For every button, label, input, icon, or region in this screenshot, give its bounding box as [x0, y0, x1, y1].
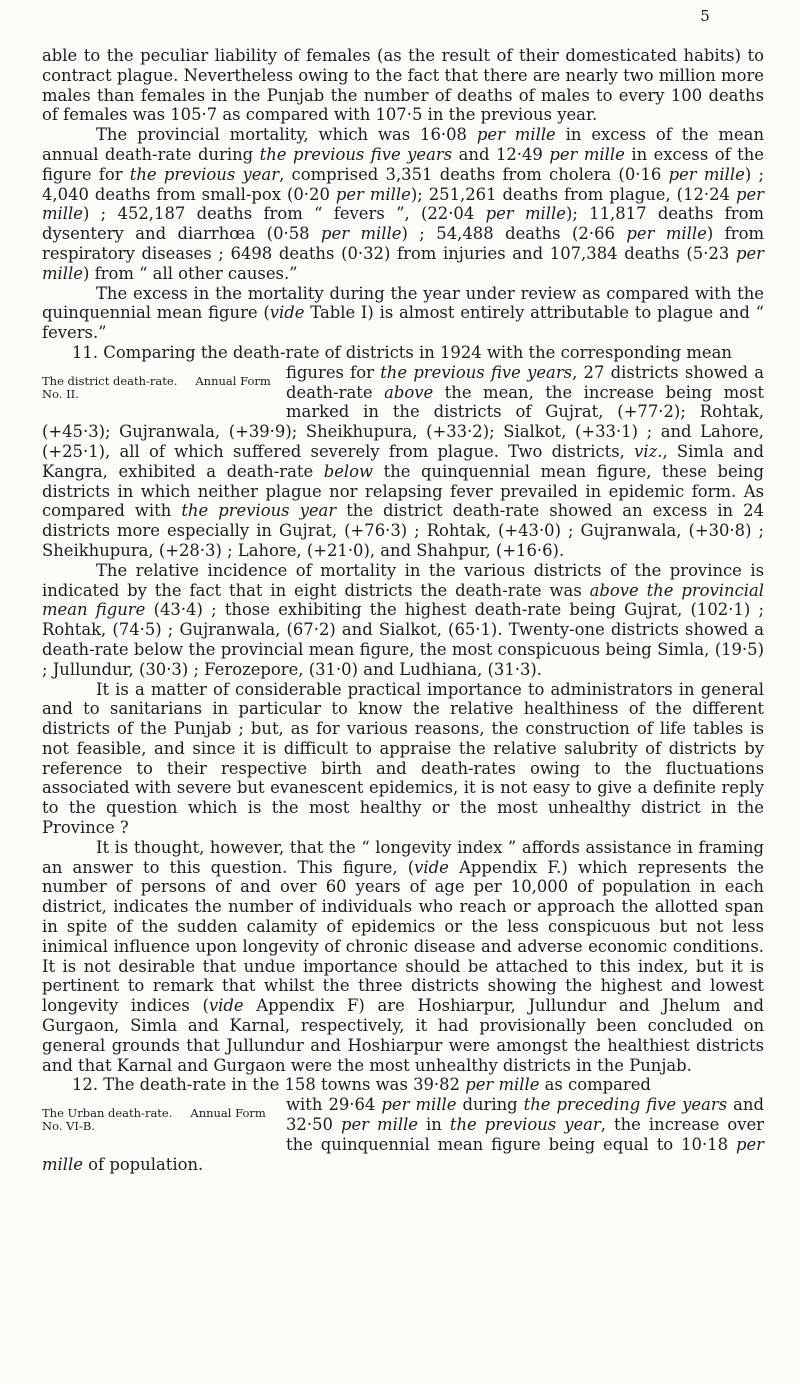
paragraph-relative-healthiness: It is a matter of considerable practical importance to administrators in general and to sanitarians in particular to know the relative healthiness of the different districts of the Punjab ; but, as for various reasons, the construction of life tables is not feasible, and since it is difficult to appraise the relative salubrity of districts by reference to their respective birth and death-rates owing to the fluctuations associated with severe but evanescent epidemics, it is not easy to give a definite reply to the question which is the most healthy or the most unhealthy district in the Province ? [42, 679, 764, 838]
paragraph-urban-death-rate: 12. The death-rate in the 158 towns was 39·82 per mille as compared The Urban death-rate. Annual Form No. VI-B. with 29·64 per mille during the preceding five years and 32·50 per mille in the previous year, the increase over the quinquennial mean figure being equal to 10·18 per mille of population. [42, 1075, 764, 1174]
paragraph-district-death-rate: 11. Comparing the death-rate of districts in 1924 with the corresponding mean The district death-rate. Annual Form No. II. figures for the previous five years, 27 districts showed a death-rate above the mean, the increase being most marked in the districts of Gujrat, (+77·2); Rohtak, (+45·3); Gujranwala, (+39·9); Sheikhupura, (+33·2); Sialkot, (+33·1) ; and Lahore, (+25·1), all of which suffered severely from plague. Two districts, viz., Simla and Kangra, exhibited a death-rate below the quinquennial mean figure, these being districts in which neither plague nor relapsing fever prevailed in epidemic form. As compared with the previous year the district death-rate showed an excess in 24 districts more especially in Gujrat, (+76·3) ; Rohtak, (+43·0) ; Gujranwala, (+30·8) ; Sheikhupura, (+28·3) ; Lahore, (+21·0), and Shahpur, (+16·6). [42, 342, 765, 560]
section-12-heading: 12. The death-rate in the 158 towns was 39·82 per mille as compared [72, 1075, 651, 1095]
paragraph-excess-mortality: The excess in the mortality during the year under review as compared with the quinquennial mean figure (vide Table I) is almost entirely attributable to plague and “ fevers.” [42, 283, 765, 343]
margin-note-district-death-rate: The district death-rate. Annual Form No. II. [42, 373, 271, 401]
paragraph-plague-sex-ratio: able to the peculiar liability of females (as the result of their domesticated habits) to contract plague. Nevertheless owing to the fact that there are nearly two million more males than females in the Punjab the number of deaths of males to every 100 deaths of females was 105·7 as compared with 107·5 in the previous year. [42, 46, 764, 125]
body-text [42, 46, 764, 1174]
margin-note-urban-death-rate: The Urban death-rate. Annual Form No. VI-B. [42, 1106, 266, 1134]
paragraph-longevity-index: It is thought, however, that the “ longevity index ” affords assistance in framing an answer to this question. This figure, (vide Appendix F.) which represents the number of persons of and over 60 years of age per 10,000 of population in each district, indicates the number of individuals who reach or approach the allotted span in spite of the sudden calamity of epidemics or the less conspicuous but not less inimical influence upon longevity of chronic disease and adverse economic conditions. It is not desirable that undue importance should be attached to this index, but it is pertinent to remark that whilst the three districts showing the highest and lowest longevity indices (vide Appendix F) are Hoshiarpur, Jullundur and Jhelum and Gurgaon, Simla and Karnal, respectively, it had provisionally been concluded on general grounds that Jullundur and Hoshiarpur were amongst the healthiest districts and that Karnal and Gurgaon were the most unhealthy districts in the Punjab. [42, 837, 764, 1075]
section-11-heading: 11. Comparing the death-rate of districts in 1924 with the corresponding mean [72, 342, 732, 362]
paragraph-relative-incidence: The relative incidence of mortality in the various districts of the province is indicated by the fact that in eight districts the death-rate was above the provincial mean figure (43·4) ; those exhibiting the highest death-rate being Gujrat, (102·1) ; Rohtak, (74·5) ; Gujranwala, (67·2) and Sialkot, (65·1). Twenty-one districts showed a death-rate below the provincial mean figure, the most conspicuous being Simla, (19·5) ; Jullundur, (30·3) ; Ferozepore, (31·0) and Ludhiana, (31·3). [42, 560, 765, 679]
paragraph-provincial-mortality: The provincial mortality, which was 16·08 per mille in excess of the mean annual death-rate during the previous five years and 12·49 per mille in excess of the figure for the previous year, comprised 3,351 deaths from cholera (0·16 per mille) ; 4,040 deaths from small-pox (0·20 per mille); 251,261 deaths from plague, (12·24 per mille) ; 452,187 deaths from “ fevers ”, (22·04 per mille); 11,817 deaths from dysentery and diarrhœa (0·58 per mille) ; 54,488 deaths (2·66 per mille) from respiratory diseases ; 6498 deaths (0·32) from injuries and 107,384 deaths (5·23 per mille) from “ all other causes.” [42, 125, 764, 283]
page-number: 5 [700, 7, 710, 25]
